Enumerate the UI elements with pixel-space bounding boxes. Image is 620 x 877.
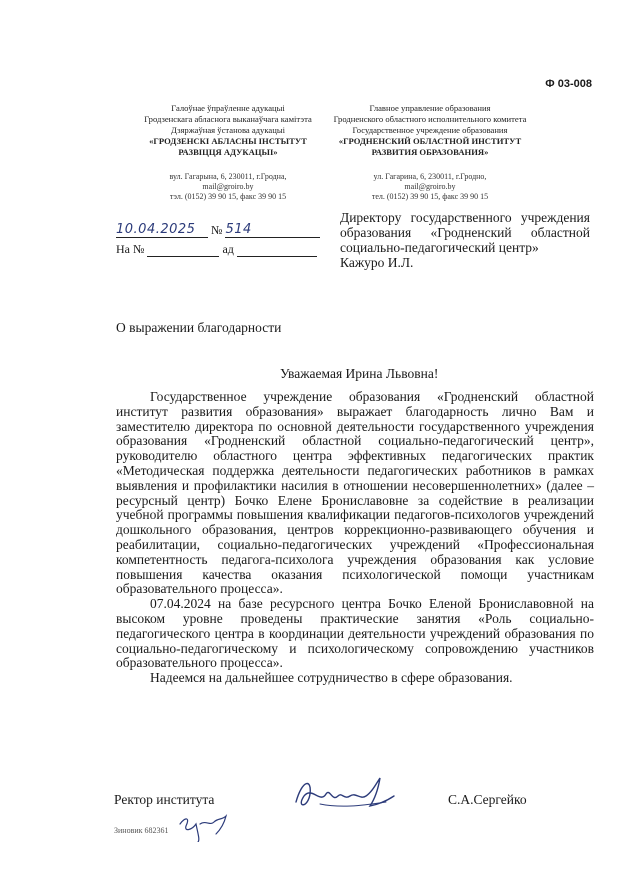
header-ru-addr1: ул. Гагарина, 6, 230011, г.Гродно, — [373, 172, 487, 181]
body-paragraph: Государственное учреждение образования «Гродненский областной институт развития образования» выражает благодарность лично Вам и заместителю директора по основной деятельности государственного учреждения образования «Гродненский областной социально-педагогический центр», руководителю областного центра эффективных педагогических практик «Методическая поддержка деятельности педагогических работников в рамках выявления и профилактики насилия в отношении несовершеннолетних» (далее – ресурсный центр) Бочко Елене Брониславовне за содействие в реализации учебной программы повышения квалификации педагогов-психологов учреждений дошкольного образования, центров коррекционно-развивающего обучения и реабилитации, социально-педагогических учреждений «Профессиональная компетентность педагога-психолога учреждения образования как условие повышения качества оказания психологической помощи участникам образовательного процесса». — [116, 389, 594, 597]
body-paragraph: 07.04.2024 на базе ресурсного центра Бочко Еленой Брониславовной на высоком уровне проведены практические занятия «Роль социально-педагогического центра в координации деятельности учреждений образования по социально-педагогическому и психологическому сопровождению участников образовательного процесса». — [116, 596, 594, 671]
letterhead-belarusian — [118, 103, 338, 202]
header-by-line1: Галоўнае ўпраўленне адукацыі — [171, 103, 285, 113]
header-ru-line2: Гродненского областного исполнительного комитета — [333, 114, 527, 124]
header-ru-addr2: mail@groiro.by — [404, 182, 456, 191]
header-by-line4: «ГРОДЗЕНСКІ АБЛАСНЫ ІНСТЫТУТ — [149, 136, 307, 146]
executor-initials-mark — [176, 812, 236, 842]
body-paragraph: Надеемся на дальнейшее сотрудничество в сфере образования. — [150, 670, 513, 686]
handwritten-signature — [290, 774, 400, 814]
header-ru-line3: Государственное учреждение образования — [352, 125, 508, 135]
letter-subject: О выражении благодарности — [116, 320, 282, 335]
header-ru-line1: Главное управление образования — [369, 103, 491, 113]
header-by-line2: Гродзенскага абласнога выканаўчага камітэта — [144, 114, 312, 124]
reference-number-blank — [147, 241, 219, 257]
header-by-addr3: тэл. (0152) 39 90 15, факс 39 90 15 — [169, 192, 287, 201]
registration-line — [116, 222, 320, 238]
addressee-block — [340, 210, 590, 270]
header-ru-line5: РАЗВИТИЯ ОБРАЗОВАНИЯ» — [371, 147, 489, 157]
addressee-name: Кажуро И.Л. — [340, 255, 414, 270]
header-by-addr2: mail@groiro.by — [202, 182, 254, 191]
salutation: Уважаемая Ирина Львовна! — [280, 366, 439, 381]
header-ru-addr3: тел. (0152) 39 90 15, факс 39 90 15 — [371, 192, 489, 201]
addressee-organization: Директору государственного учреждения образования «Гродненский областной социально-педагогический центр» — [340, 210, 590, 255]
letterhead-russian — [320, 103, 540, 202]
reference-label: На № — [116, 242, 145, 256]
reference-line — [116, 241, 317, 257]
reference-date-blank — [237, 241, 317, 257]
header-by-line3: Дзяржаўная ўстанова адукацыі — [171, 125, 285, 135]
registration-date: 10.04.2025 — [116, 222, 208, 238]
form-code: Ф 03-008 — [545, 78, 592, 90]
registration-no-label: № — [211, 223, 223, 237]
signatory-name: С.А.Сергейко — [448, 792, 527, 807]
header-ru-line4: «ГРОДНЕНСКИЙ ОБЛАСТНОЙ ИНСТИТУТ — [338, 136, 522, 146]
executor-note: Зиновик 682361 — [114, 826, 169, 835]
registration-number: 514 — [225, 222, 320, 238]
signature-position: Ректор института — [114, 792, 215, 807]
reference-from-label: ад — [222, 242, 234, 256]
header-by-line5: РАЗВІЦЦЯ АДУКАЦЫІ» — [178, 147, 278, 157]
header-by-addr1: вул. Гагарына, 6, 230011, г.Гродна, — [169, 172, 287, 181]
letter-body — [116, 390, 594, 686]
